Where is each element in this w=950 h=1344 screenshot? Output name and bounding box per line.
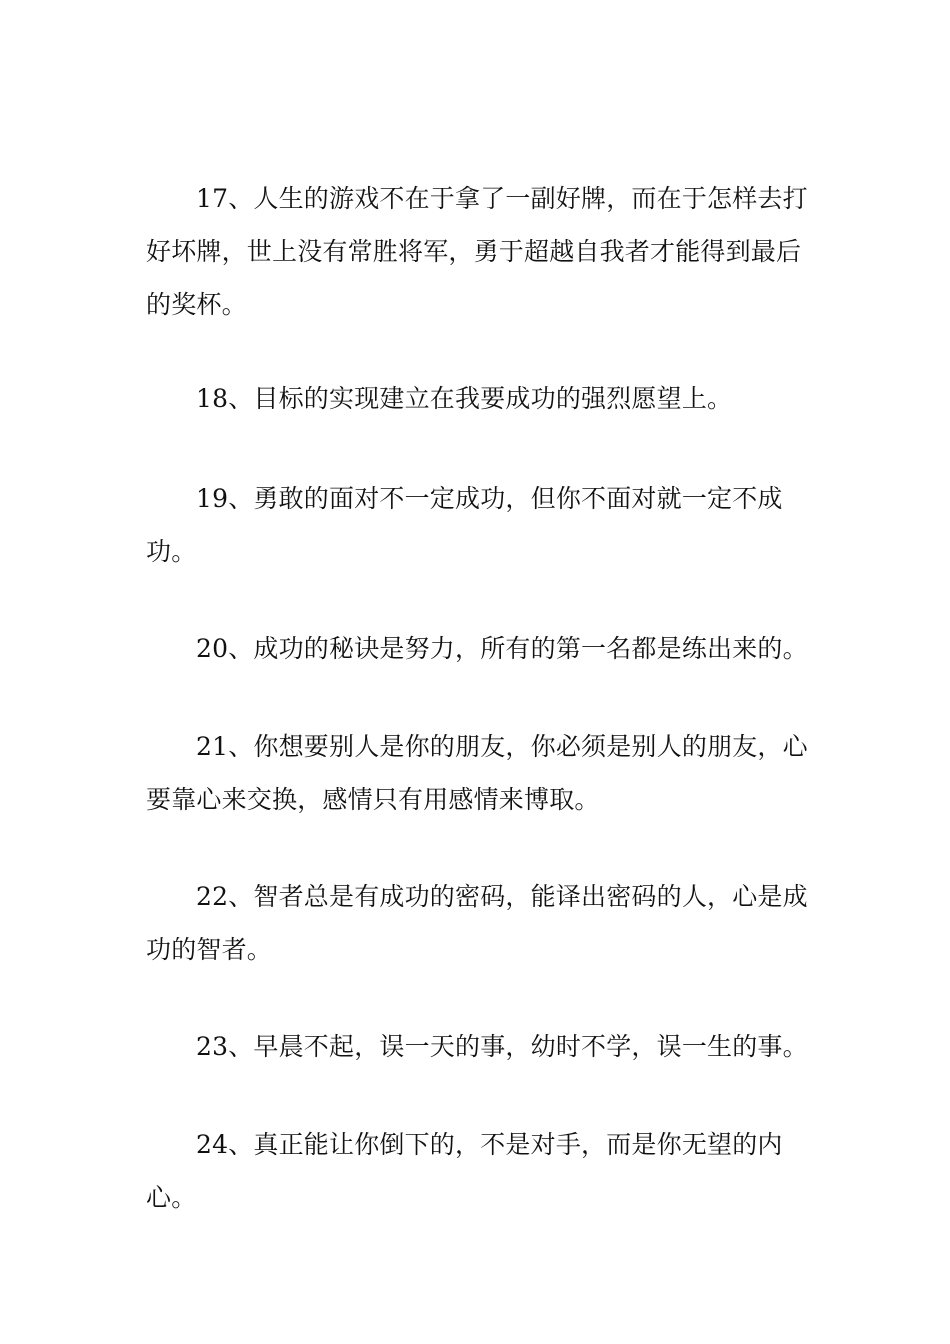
paragraph-19: 19、勇敢的面对不一定成功，但你不面对就一定不成功。 bbox=[146, 484, 783, 566]
paragraph-17: 17、人生的游戏不在于拿了一副好牌，而在于怎样去打好坏牌，世上没有常胜将军，勇于超越自我者才能得到最后的奖杯。 bbox=[146, 184, 808, 319]
paragraph-24: 24、真正能让你倒下的，不是对手，而是你无望的内心。 bbox=[146, 1130, 783, 1212]
paragraph-21: 21、你想要别人是你的朋友，你必须是别人的朋友，心要靠心来交换，感情只有用感情来博取。 bbox=[146, 732, 808, 814]
paragraph-23: 23、早晨不起，误一天的事，幼时不学，误一生的事。 bbox=[196, 1032, 808, 1061]
paragraph-20: 20、成功的秘诀是努力，所有的第一名都是练出来的。 bbox=[196, 634, 808, 663]
paragraph-22: 22、智者总是有成功的密码，能译出密码的人，心是成功的智者。 bbox=[146, 882, 808, 964]
paragraph-18: 18、目标的实现建立在我要成功的强烈愿望上。 bbox=[196, 384, 733, 413]
